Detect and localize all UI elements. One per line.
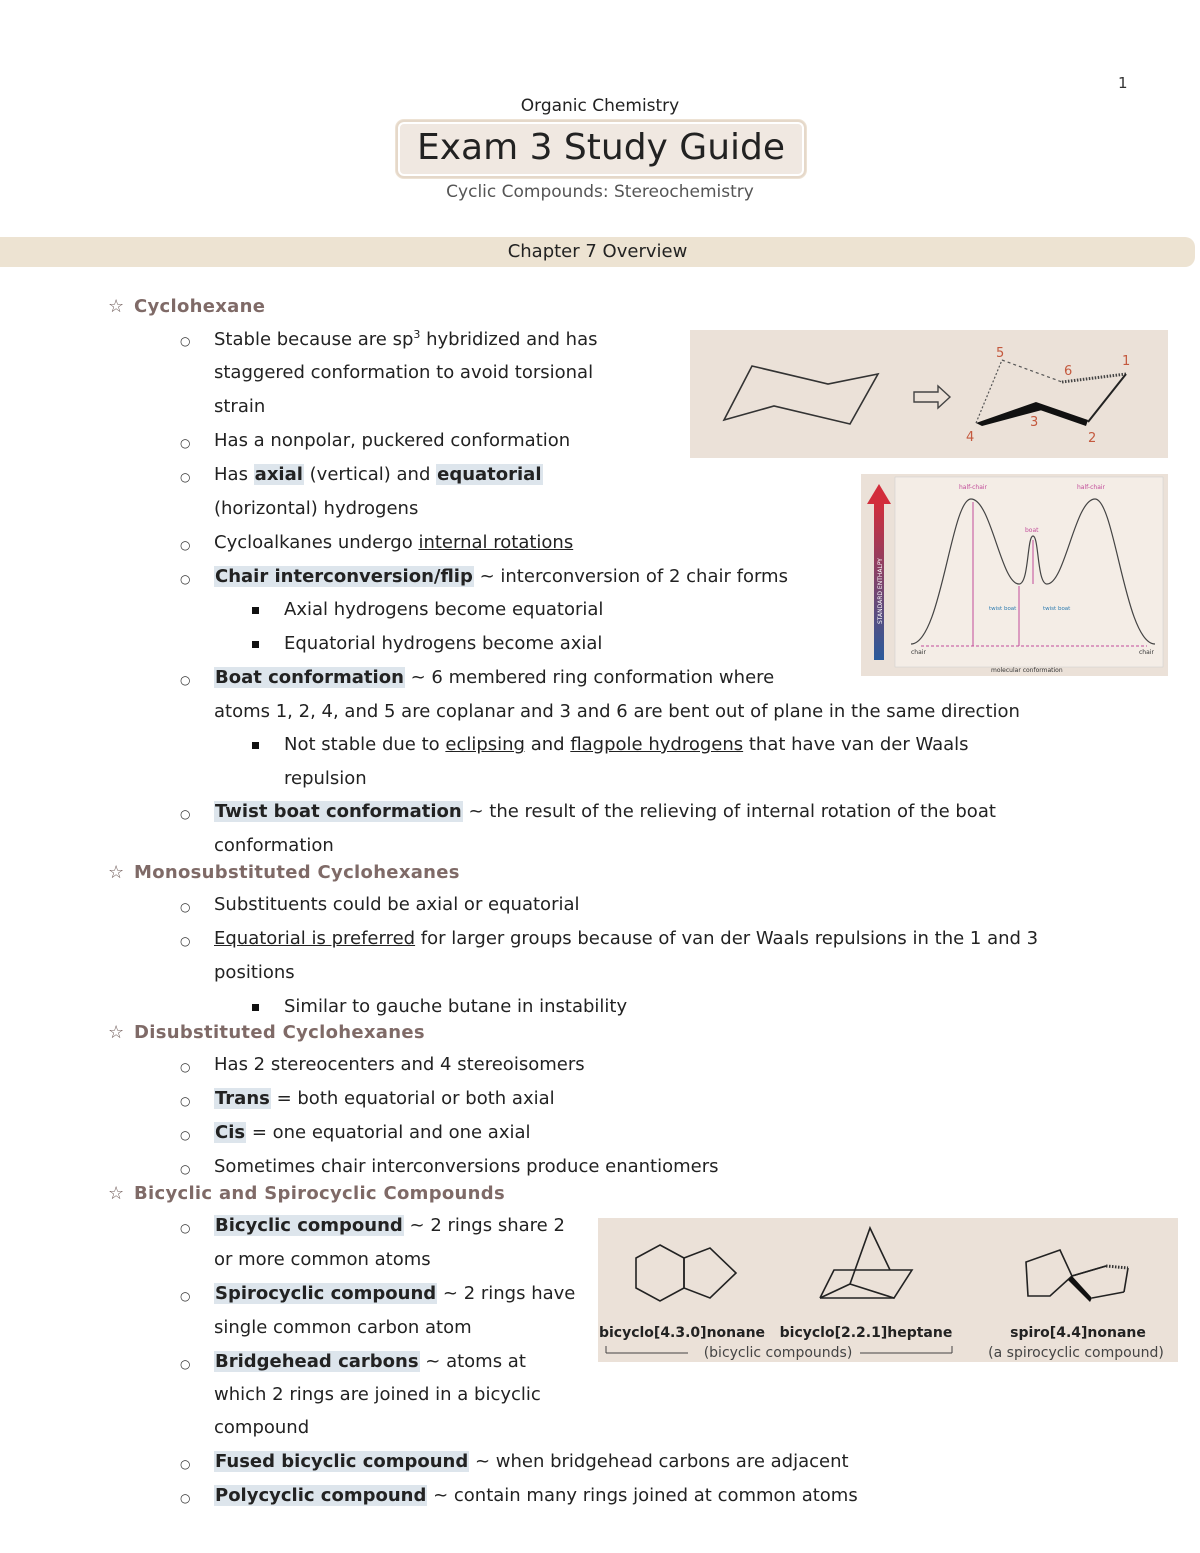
- circle-bullet-icon: ○: [180, 1357, 191, 1371]
- square-bullet-icon: [252, 641, 259, 648]
- label-chair-1: chair: [911, 649, 926, 656]
- circle-bullet-icon: ○: [180, 807, 191, 821]
- label-half-chair-1: half-chair: [959, 484, 988, 491]
- list-item: Equatorial is preferred for larger groups because of van der Waals repulsions in the 1 and 3: [214, 928, 1039, 949]
- list-item-cont: conformation: [214, 835, 334, 856]
- circle-bullet-icon: ○: [180, 572, 191, 586]
- list-item: Fused bicyclic compound ~ when bridgehead carbons are adjacent: [215, 1451, 849, 1472]
- list-item-cont: strain: [214, 396, 266, 417]
- list-item-cont: atoms 1, 2, 4, and 5 are coplanar and 3 and 6 are bent out of plane in the same direction: [214, 701, 1020, 722]
- star-icon: ☆: [108, 1183, 125, 1204]
- list-item: Twist boat conformation ~ the result of the relieving of internal rotation of the boat: [215, 801, 996, 822]
- list-item: Bridgehead carbons ~ atoms at: [215, 1351, 526, 1372]
- circle-bullet-icon: ○: [180, 1457, 191, 1471]
- atom-label-2: 2: [1088, 431, 1097, 446]
- chapter-bar: Chapter 7 Overview: [0, 237, 1195, 267]
- list-item-cont: which 2 rings are joined in a bicyclic: [214, 1384, 541, 1405]
- list-item-cont: positions: [214, 962, 295, 983]
- group-bicyclic-label: (bicyclic compounds): [703, 1345, 853, 1361]
- list-item: Stable because are $sp^3$ hybridized and has: [214, 328, 598, 350]
- circle-bullet-icon: ○: [180, 934, 191, 948]
- section-heading-cyclohexane: ☆ Cyclohexane: [108, 296, 266, 317]
- label-boat: boat: [1025, 527, 1039, 534]
- list-item: Substituents could be axial or equatorial: [214, 894, 580, 915]
- section-heading-bicyclic: ☆ Bicyclic and Spirocyclic Compounds: [108, 1183, 505, 1204]
- list-item: Polycyclic compound ~ contain many rings joined at common atoms: [215, 1485, 858, 1506]
- list-item: Boat conformation ~ 6 membered ring conformation where: [215, 667, 775, 688]
- sub-list-item-cont: repulsion: [284, 768, 367, 789]
- circle-bullet-icon: ○: [180, 900, 191, 914]
- bicyclic-figure: [598, 1218, 1178, 1362]
- list-item: Has axial (vertical) and equatorial: [214, 464, 542, 485]
- circle-bullet-icon: ○: [180, 1289, 191, 1303]
- star-icon: ☆: [108, 862, 125, 883]
- list-item-cont: or more common atoms: [214, 1249, 431, 1270]
- section-heading-disubstituted: ☆ Disubstituted Cyclohexanes: [108, 1022, 425, 1043]
- atom-label-3: 3: [1030, 415, 1039, 430]
- section-heading-monosubstituted: ☆ Monosubstituted Cyclohexanes: [108, 862, 460, 883]
- list-item: Cis = one equatorial and one axial: [215, 1122, 531, 1143]
- atom-label-1: 1: [1122, 354, 1131, 369]
- circle-bullet-icon: ○: [180, 470, 191, 484]
- course-name: Organic Chemistry: [520, 96, 680, 116]
- list-item: Spirocyclic compound ~ 2 rings have: [215, 1283, 576, 1304]
- x-axis-label: molecular conformation: [991, 667, 1063, 674]
- sub-list-item: Similar to gauche butane in instability: [284, 996, 628, 1017]
- circle-bullet-icon: ○: [180, 334, 191, 348]
- sub-list-item: Equatorial hydrogens become axial: [284, 633, 603, 654]
- circle-bullet-icon: ○: [180, 1094, 191, 1108]
- group-spirocyclic-label: (a spirocyclic compound): [988, 1345, 1164, 1361]
- atom-label-5: 5: [996, 346, 1005, 361]
- list-item: Cycloalkanes undergo internal rotations: [214, 532, 574, 553]
- sub-list-item: Not stable due to eclipsing and flagpole hydrogens that have van der Waals: [284, 734, 969, 755]
- page-subtitle: Cyclic Compounds: Stereochemistry: [446, 182, 754, 202]
- sub-list-item: Axial hydrogens become equatorial: [284, 599, 604, 620]
- square-bullet-icon: [252, 607, 259, 614]
- name-spiro-44: spiro[4.4]nonane: [1010, 1325, 1146, 1341]
- label-chair-2: chair: [1139, 649, 1154, 656]
- list-item-cont: (horizontal) hydrogens: [214, 498, 419, 519]
- y-axis-label: STANDARD ENTHALPY: [877, 558, 884, 624]
- list-item: Has 2 stereocenters and 4 stereoisomers: [214, 1054, 585, 1075]
- label-twist-boat-1: twist boat: [989, 606, 1017, 612]
- circle-bullet-icon: ○: [180, 1060, 191, 1074]
- circle-bullet-icon: ○: [180, 538, 191, 552]
- circle-bullet-icon: ○: [180, 1128, 191, 1142]
- circle-bullet-icon: ○: [180, 1221, 191, 1235]
- star-icon: ☆: [108, 296, 125, 317]
- list-item: Bicyclic compound ~ 2 rings share 2: [215, 1215, 565, 1236]
- square-bullet-icon: [252, 1004, 259, 1011]
- page-number: 1: [1118, 74, 1128, 92]
- circle-bullet-icon: ○: [180, 673, 191, 687]
- square-bullet-icon: [252, 742, 259, 749]
- energy-diagram-figure: [861, 474, 1168, 676]
- circle-bullet-icon: ○: [180, 1491, 191, 1505]
- chair-boat-figure: [690, 330, 1168, 458]
- label-twist-boat-2: twist boat: [1043, 606, 1071, 612]
- list-item: Chair interconversion/flip ~ interconversion of 2 chair forms: [215, 566, 788, 587]
- name-bicyclo-430: bicyclo[4.3.0]nonane: [598, 1325, 766, 1341]
- name-bicyclo-221: bicyclo[2.2.1]heptane: [779, 1325, 953, 1341]
- list-item: Has a nonpolar, puckered conformation: [214, 430, 571, 451]
- list-item-cont: single common carbon atom: [214, 1317, 472, 1338]
- circle-bullet-icon: ○: [180, 1162, 191, 1176]
- star-icon: ☆: [108, 1022, 125, 1043]
- atom-label-4: 4: [966, 430, 975, 445]
- label-half-chair-2: half-chair: [1077, 484, 1106, 491]
- list-item-cont: staggered conformation to avoid torsional: [214, 362, 594, 383]
- list-item: Sometimes chair interconversions produce enantiomers: [214, 1156, 719, 1177]
- list-item-cont: compound: [214, 1417, 310, 1438]
- list-item: Trans = both equatorial or both axial: [215, 1088, 555, 1109]
- page-title: Exam 3 Study Guide: [396, 120, 806, 178]
- circle-bullet-icon: ○: [180, 436, 191, 450]
- atom-label-6: 6: [1064, 364, 1073, 379]
